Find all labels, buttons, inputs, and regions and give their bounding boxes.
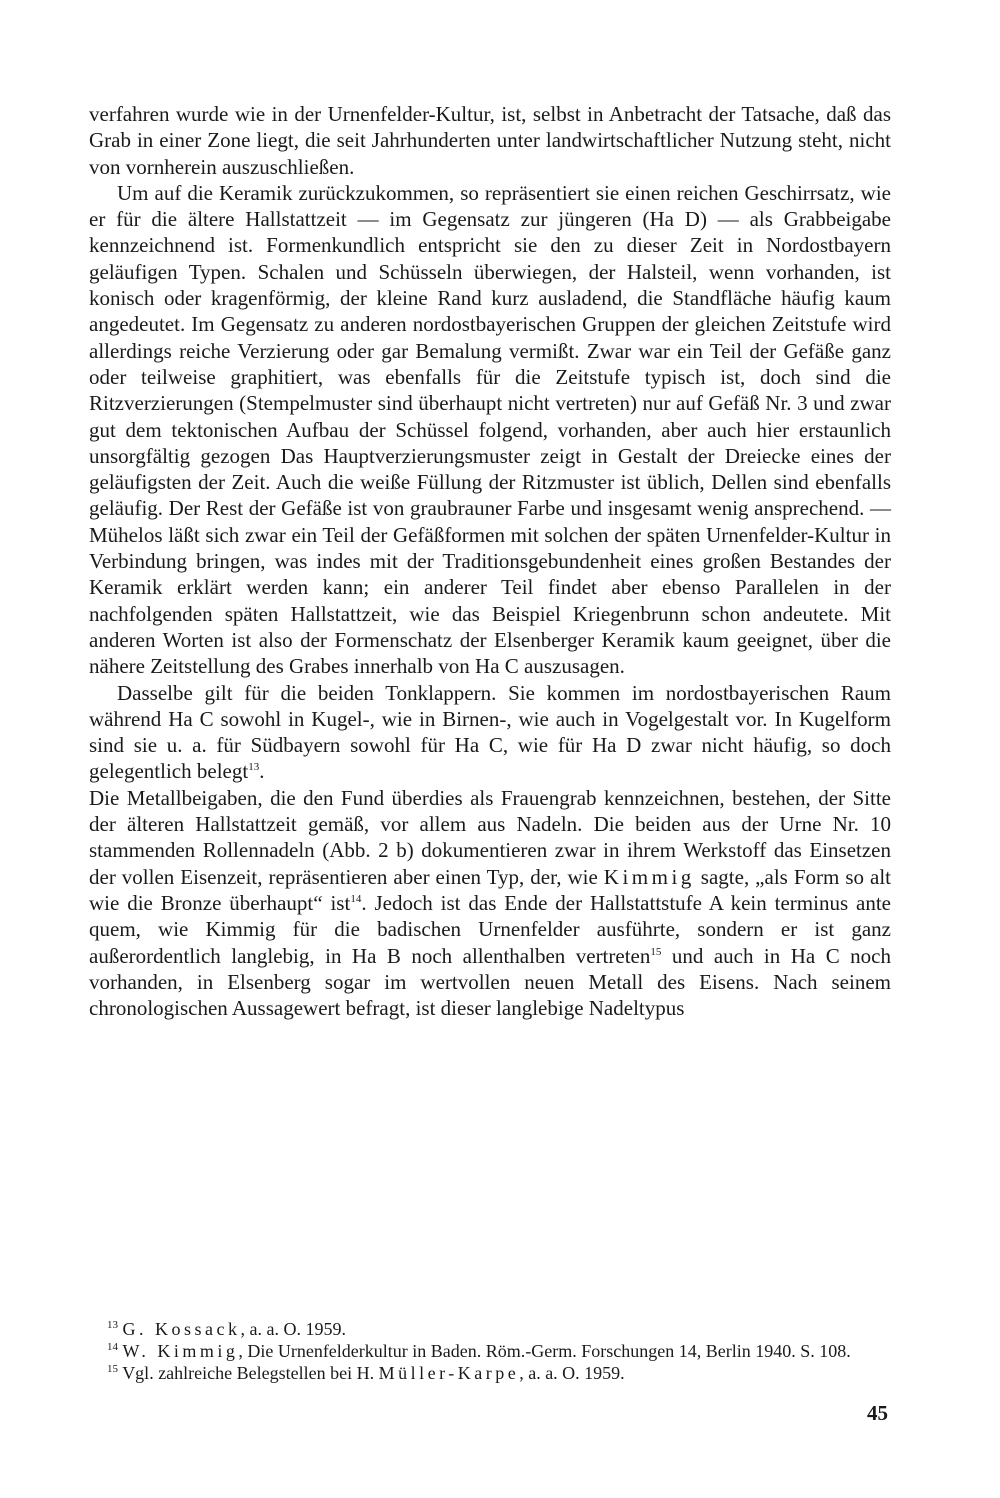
footnote-15: [89, 1362, 891, 1384]
paragraph-2-text: Um auf die Keramik zurückzukommen, so repräsentiert sie einen reichen Geschirrsatz, wie er für die ältere Hallstattzeit — im Gegensatz zur jüngeren (Ha D) — als Grabbeigabe kennzeichnend ist. Formenkundlich entspricht sie den zu dieser Zeit in Nordostbayern geläufigen Typen. Schalen und Schüsseln überwiegen, der Halsteil, wenn vorhanden, ist konisch oder kragenförmig, der kleine Rand kurz ausladend, die Standfläche häufig kaum angedeutet. Im Gegensatz zu anderen nordostbayerischen Gruppen der gleichen Zeitstufe wird allerdings reiche Verzierung oder gar Bemalung vermißt. Zwar war ein Teil der Gefäße ganz oder teilweise graphitiert, was ebenfalls für die Zeitstufe typisch ist, doch sind die Ritzverzierungen (Stempelmuster sind überhaupt nicht vertreten) nur auf Gefäß Nr. 3 und zwar gut dem tektonischen Aufbau der Schüssel folgend, vorhanden, aber auch hier erstaunlich unsorgfältig gezogen Das Hauptverzierungsmuster zeigt in Gestalt der Dreiecke eines der geläufigsten der Zeit. Auch die weiße Füllung der Ritzmuster ist üblich, Dellen sind ebenfalls geläufig. Der Rest der Gefäße ist von graubrauner Farbe und insgesamt wenig ansprechend. — Mühelos läßt sich zwar ein Teil der Gefäßformen mit solchen der späten Urnenfelder-Kultur in Verbindung bringen, was indes mit der Traditionsgebundenheit eines großen Bestandes der Keramik erklärt werden kann; ein anderer Teil findet aber ebenso Parallelen in der nachfolgenden späten Hallstattzeit, wie das Beispiel Kriegenbrunn schon andeutete. Mit anderen Worten ist also der Formenschatz der Elsenberger Keramik kaum geeignet, über die nähere Zeitstellung des Grabes innerhalb von Ha C auszusagen.: [89, 180, 891, 679]
footnote-14: [89, 1340, 891, 1362]
paragraph-2: [89, 180, 891, 680]
paragraph-1: [89, 101, 891, 180]
page-number: 45: [867, 1401, 888, 1425]
paragraph-3-text-end: .: [259, 759, 265, 784]
paragraph-4-text-4: und auch in Ha C noch vorhanden, in Elsenberg sogar im wertvollen neuen Metall des Eisens. Nach seinem chronologischen Aussagewert befragt, ist dieser langlebige Nadeltypus: [89, 943, 891, 1021]
footnote-author: W. Kimmig: [122, 1341, 239, 1361]
footnote-number: 13: [107, 1319, 118, 1331]
paragraph-3-text: Dasselbe gilt für die beiden Tonklappern. Sie kommen im nordostbayerischen Raum während Ha C sowohl in Kugel-, wie in Birnen-, wie auch in Vogelgestalt vor. In Kugelform sind sie u. a. für Südbayern sowohl für Ha C, wie für Ha D zwar nicht häufig, so doch gelegentlich belegt: [89, 680, 891, 784]
footnote-text: , a. a. O. 1959.: [519, 1363, 625, 1383]
paragraph-4-text-2: sagte, „als Form so alt wie die Bronze überhaupt“ ist: [89, 864, 891, 915]
footnote-number: 15: [107, 1363, 118, 1375]
footnote-author: G. Kossack: [122, 1319, 241, 1339]
footnote-text: , Die Urnenfelderkultur in Baden. Röm.-Germ. Forschungen 14, Berlin 1940. S. 108.: [238, 1341, 851, 1361]
paragraph-4: [89, 785, 891, 1022]
body-text: [89, 101, 891, 1021]
paragraph-1-text: verfahren wurde wie in der Urnenfelder-Kultur, ist, selbst in Anbetracht der Tatsache, daß das Grab in einer Zone liegt, die seit Jahrhunderten unter landwirtschaftlicher Nutzung steht, nicht von vornherein auszuschließen.: [89, 102, 891, 179]
paragraph-3: [89, 680, 891, 785]
footnotes: [89, 1318, 891, 1384]
footnote-ref-13: 13: [248, 761, 260, 774]
paragraph-4-text-1: Die Metallbeigaben, die den Fund überdies als Frauengrab kennzeichnen, bestehen, der Sitte der älteren Hallstattzeit gemäß, vor allem aus Nadeln. Die beiden aus der Urne Nr. 10 stammenden Rollennadeln (Abb. 2 b) dokumentieren zwar in ihrem Werkstoff das Einsetzen der vollen Eisenzeit, repräsentieren aber einen Typ, der, wie: [89, 785, 891, 889]
footnote-prefix: Vgl. zahlreiche Belegstellen bei H.: [122, 1363, 379, 1383]
footnote-author: Müller-Karpe: [378, 1363, 520, 1383]
footnote-ref-15: 15: [650, 945, 662, 958]
footnote-13: [89, 1318, 891, 1340]
footnote-text: , a. a. O. 1959.: [240, 1319, 346, 1339]
footnote-number: 14: [107, 1341, 118, 1353]
author-name-kimmig: Kimmig: [603, 864, 695, 889]
paragraph-4-text-3: . Jedoch ist das Ende der Hallstattstufe A kein terminus ante quem, wie Kimmig für die badischen Urnenfelder ausführte, sondern er ist ganz außerordentlich langlebig, in Ha B noch allenthalben vertreten: [89, 890, 891, 968]
footnote-ref-14: 14: [350, 892, 362, 905]
